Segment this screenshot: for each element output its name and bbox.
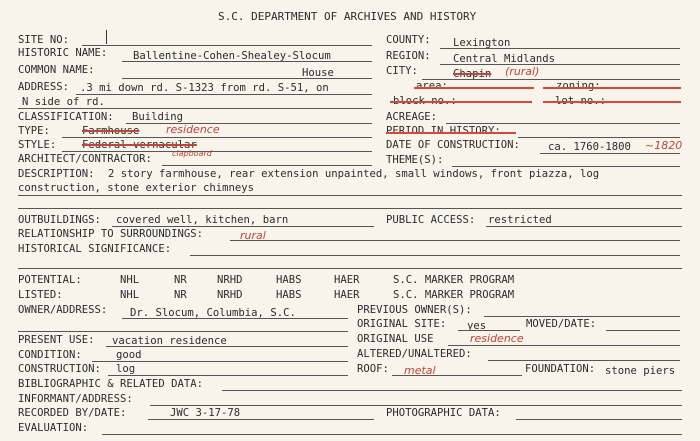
area-strike: [414, 87, 534, 89]
listed-label: LISTED:: [18, 289, 63, 301]
listed-nr: NR: [174, 289, 187, 301]
listed-marker: S.C. MARKER PROGRAM: [393, 289, 515, 301]
city-handwritten: (rural): [505, 65, 540, 78]
original-site-line: [458, 330, 520, 331]
roof-handwritten: metal: [404, 364, 436, 377]
listed-haer: HAER: [334, 289, 360, 301]
city-line: [422, 79, 680, 80]
outbuildings-line: [112, 226, 374, 227]
listed-habs: HABS: [276, 289, 302, 301]
significance-label: HISTORICAL SIGNIFICANCE:: [18, 243, 172, 255]
moved-label: MOVED/DATE:: [526, 318, 597, 330]
address-line-2: [18, 108, 372, 109]
relationship-handwritten: rural: [240, 229, 266, 242]
architect-line: [162, 165, 372, 166]
common-name-line: [122, 78, 372, 79]
outbuildings-value: covered well, kitchen, barn: [116, 214, 289, 226]
style-line: [62, 151, 372, 152]
bibliographic-line: [222, 390, 682, 391]
altered-label: ALTERED/UNALTERED:: [357, 348, 472, 360]
original-site-label: ORIGINAL SITE:: [357, 318, 447, 330]
county-value: Lexington: [453, 37, 511, 49]
region-line: [440, 64, 680, 65]
potential-marker: S.C. MARKER PROGRAM: [393, 274, 515, 286]
block-strike: [390, 101, 532, 103]
description-line-1: [18, 195, 682, 196]
historic-name-label: HISTORIC NAME:: [18, 47, 108, 59]
description-label: DESCRIPTION:: [18, 168, 95, 180]
common-name-label: COMMON NAME:: [18, 64, 95, 76]
lot-label: lot no.:: [555, 95, 607, 107]
address-label: ADDRESS:: [18, 81, 70, 93]
block-label: block no.:: [393, 95, 457, 107]
lot-strike: [543, 101, 681, 103]
potential-nrhd: NRHD: [217, 274, 243, 286]
significance-line-2: [18, 268, 682, 269]
architect-label: ARCHITECT/CONTRACTOR:: [18, 153, 152, 165]
condition-line: [92, 361, 348, 362]
recorded-line: [148, 419, 374, 420]
condition-label: CONDITION:: [18, 349, 82, 361]
potential-haer: HAER: [334, 274, 360, 286]
style-label: STYLE:: [18, 139, 57, 151]
period-line: [518, 137, 680, 138]
relationship-line: [230, 240, 680, 241]
classification-line: [126, 123, 372, 124]
significance-line-1: [190, 255, 680, 256]
potential-nhl: NHL: [120, 274, 140, 286]
construction-line: [108, 375, 348, 376]
public-access-value: restricted: [488, 214, 552, 226]
acreage-line: [446, 123, 680, 124]
address-line-1: [76, 94, 372, 95]
date-label: DATE OF CONSTRUCTION:: [386, 139, 520, 151]
original-use-handwritten: residence: [470, 332, 524, 345]
area-label: area:: [416, 80, 448, 92]
historic-name-line: [122, 61, 372, 62]
original-use-label: ORIGINAL USE: [357, 333, 434, 345]
owner-line-2: [18, 331, 348, 332]
style-value: Federal vernacular: [82, 139, 197, 151]
historic-name-value: Ballentine-Cohen-Shealey-Slocum: [133, 50, 331, 62]
informant-label: INFORMANT/ADDRESS:: [18, 393, 133, 405]
present-use-label: PRESENT USE:: [18, 334, 95, 346]
date-handwritten: ~1820: [645, 139, 683, 152]
potential-label: POTENTIAL:: [18, 274, 82, 286]
type-label: TYPE:: [18, 125, 50, 137]
type-handwritten: residence: [166, 123, 220, 136]
classification-label: CLASSIFICATION:: [18, 111, 114, 123]
altered-line: [488, 360, 680, 361]
recorded-label: RECORDED BY/DATE:: [18, 407, 127, 419]
owner-line-1: [122, 318, 348, 319]
public-access-line: [486, 226, 682, 227]
architect-handwritten: clapboard: [172, 149, 212, 158]
pencil-mark: [106, 30, 107, 44]
address-value-2: N side of rd.: [22, 96, 105, 108]
previous-owners-line: [484, 316, 680, 317]
evaluation-line: [102, 434, 682, 435]
original-use-line: [448, 345, 680, 346]
description-line-2: [18, 208, 682, 209]
construction-value: log: [116, 363, 136, 375]
classification-value: Building: [132, 111, 184, 123]
owner-label: OWNER/ADDRESS:: [18, 304, 108, 316]
card-title: S.C. DEPARTMENT OF ARCHIVES AND HISTORY: [218, 10, 477, 23]
common-name-value: House: [302, 67, 334, 79]
type-line: [62, 137, 372, 138]
description-value-1: 2 story farmhouse, rear extension unpainted, small windows, front piazza, log: [108, 168, 600, 180]
relationship-label: RELATIONSHIP TO SURROUNDINGS:: [18, 228, 203, 240]
zoning-strike: [543, 87, 681, 89]
owner-value: Dr. Slocum, Columbia, S.C.: [130, 307, 296, 319]
bibliographic-label: BIBLIOGRAPHIC & RELATED DATA:: [18, 378, 203, 390]
foundation-label: FOUNDATION:: [525, 363, 596, 375]
roof-line: [392, 375, 522, 376]
acreage-label: ACREAGE:: [386, 111, 438, 123]
construction-label: CONSTRUCTION:: [18, 363, 101, 375]
informant-line: [150, 405, 682, 406]
original-site-value: yes: [467, 320, 487, 332]
roof-label: ROOF:: [357, 363, 389, 375]
present-use-value: vacation residence: [112, 335, 227, 347]
photographic-label: PHOTOGRAPHIC DATA:: [386, 407, 501, 419]
public-access-label: PUBLIC ACCESS:: [386, 214, 476, 226]
zoning-label: zoning:: [556, 80, 601, 92]
type-value: Farmhouse: [82, 125, 140, 137]
region-label: REGION:: [386, 50, 431, 62]
city-label: CITY:: [386, 65, 418, 77]
date-line: [540, 153, 680, 154]
description-value-2: construction, stone exterior chimneys: [18, 182, 254, 194]
potential-habs: HABS: [276, 274, 302, 286]
listed-nhl: NHL: [120, 289, 140, 301]
site-no-label: SITE NO:: [18, 34, 70, 46]
evaluation-label: EVALUATION:: [18, 422, 89, 434]
county-label: COUNTY:: [386, 34, 431, 46]
county-line: [440, 48, 680, 49]
previous-owners-label: PREVIOUS OWNER(S):: [357, 304, 472, 316]
moved-line: [606, 330, 680, 331]
foundation-value: stone piers: [605, 365, 676, 377]
photographic-line: [516, 419, 682, 420]
region-value: Central Midlands: [453, 53, 556, 65]
present-use-line: [106, 346, 348, 347]
theme-label: THEME(S):: [386, 154, 444, 166]
recorded-value: JWC 3-17-78: [170, 407, 241, 419]
theme-line: [452, 166, 680, 167]
listed-nrhd: NRHD: [217, 289, 243, 301]
site-no-line: [82, 45, 372, 46]
period-strike: [386, 132, 516, 134]
outbuildings-label: OUTBUILDINGS:: [18, 214, 101, 226]
period-label: PERIOD IN HISTORY:: [386, 125, 501, 137]
condition-value: good: [116, 349, 142, 361]
city-value: Chapin: [453, 68, 492, 80]
address-value-1: .3 mi down rd. S-1323 from rd. S-51, on: [80, 82, 329, 94]
potential-nr: NR: [174, 274, 187, 286]
date-value: ca. 1760-1800: [548, 141, 631, 153]
